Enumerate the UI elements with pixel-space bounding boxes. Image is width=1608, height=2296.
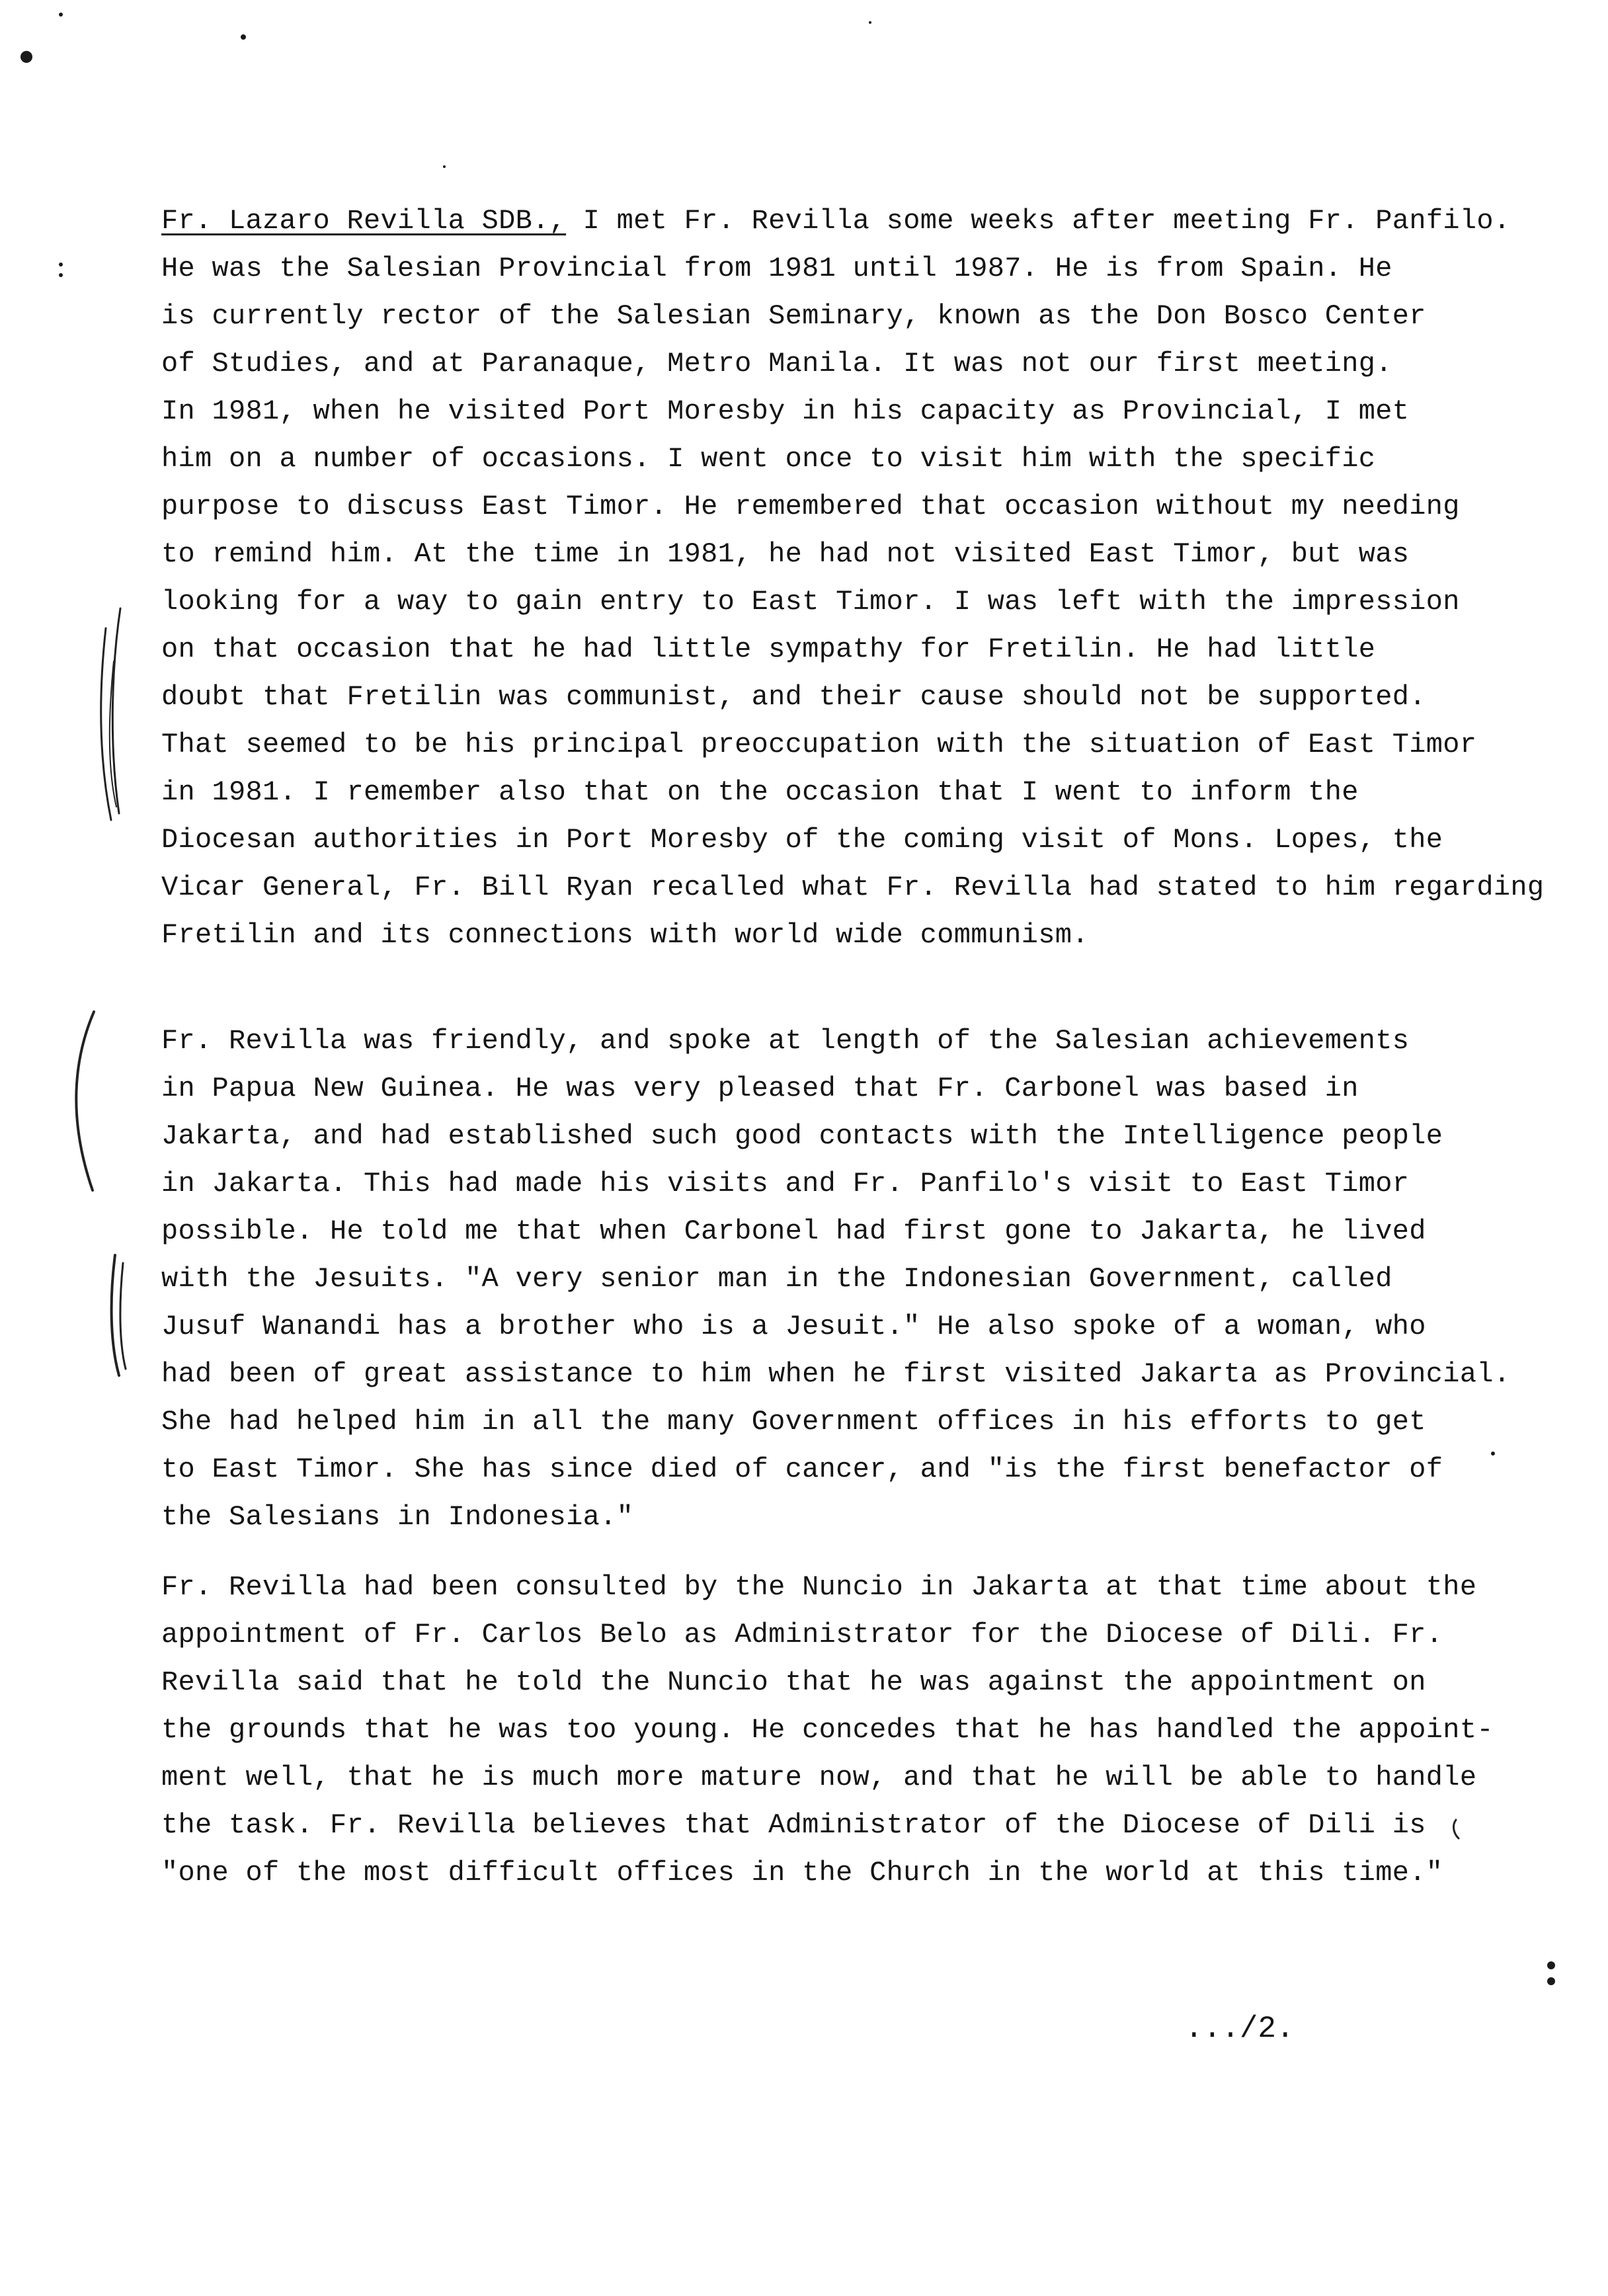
text-line: Jakarta, and had established such good contacts with the Intelligence people [161, 1120, 1443, 1152]
text-line: Diocesan authorities in Port Moresby of the coming visit of Mons. Lopes, the [161, 824, 1443, 856]
margin-mark-bracket [76, 1012, 94, 1190]
text-line: had been of great assistance to him when he first visited Jakarta as Provincial. [161, 1358, 1511, 1390]
paragraph-2 [161, 1017, 1511, 1541]
scan-speck [59, 263, 63, 266]
scan-speck [1547, 1961, 1555, 1969]
text-line: Revilla said that he told the Nuncio that he was against the appointment on [161, 1666, 1426, 1698]
page-continuation-marker: .../2. [1185, 2012, 1295, 2046]
text-line: to remind him. At the time in 1981, he had not visited East Timor, but was [161, 538, 1410, 570]
text-line: of Studies, and at Paranaque, Metro Manila. It was not our first meeting. [161, 348, 1392, 380]
text-line: "one of the most difficult offices in the Church in the world at this time." [161, 1857, 1443, 1889]
text-line: is currently rector of the Salesian Seminary, known as the Don Bosco Center [161, 300, 1426, 332]
text-line: in 1981. I remember also that on the occasion that I went to inform the [161, 776, 1359, 808]
margin-mark-line [101, 628, 111, 820]
scan-speck [1491, 1452, 1495, 1456]
scan-speck [443, 165, 446, 168]
text-line: in Jakarta. This had made his visits and Fr. Panfilo's visit to East Timor [161, 1168, 1410, 1200]
scan-speck [59, 13, 63, 17]
text-line: She had helped him in all the many Government offices in his efforts to get [161, 1406, 1426, 1438]
text-line: He was the Salesian Provincial from 1981 until 1987. He is from Spain. He [161, 253, 1392, 284]
scan-speck [869, 21, 871, 24]
paragraph-3 [161, 1563, 1494, 1897]
text-line: ment well, that he is much more mature now, and that he will be able to handle [161, 1762, 1477, 1793]
scan-speck [241, 34, 246, 40]
text-line: on that occasion that he had little sympathy for Fretilin. He had little [161, 634, 1376, 665]
scan-speck [20, 51, 32, 63]
text-line: appointment of Fr. Carlos Belo as Administrator for the Diocese of Dili. Fr. [161, 1619, 1443, 1651]
section-heading: Fr. Lazaro Revilla SDB., [161, 205, 567, 237]
text-line: looking for a way to gain entry to East Timor. I was left with the impression [161, 586, 1460, 618]
text-line: Fr. Revilla was friendly, and spoke at length of the Salesian achievements [161, 1025, 1410, 1057]
text-line [161, 197, 1511, 245]
text-line: with the Jesuits. "A very senior man in the Indonesian Government, called [161, 1263, 1392, 1295]
text-line: him on a number of occasions. I went once to visit him with the specific [161, 443, 1376, 475]
text-line: the task. Fr. Revilla believes that Administrator of the Diocese of Dili is [161, 1809, 1426, 1841]
margin-mark-line [112, 1255, 119, 1375]
margin-mark-line [120, 1263, 126, 1369]
text-line: In 1981, when he visited Port Moresby in his capacity as Provincial, I met [161, 395, 1410, 427]
text-line: Fr. Revilla had been consulted by the Nuncio in Jakarta at that time about the [161, 1571, 1477, 1603]
text-line: Vicar General, Fr. Bill Ryan recalled what Fr. Revilla had stated to him regarding [161, 872, 1545, 903]
margin-mark-line [112, 608, 120, 813]
text-line: in Papua New Guinea. He was very pleased that Fr. Carbonel was based in [161, 1073, 1359, 1104]
scan-speck [59, 273, 63, 277]
text-line: the Salesians in Indonesia." [161, 1501, 634, 1533]
margin-mark-line [110, 661, 116, 807]
text-line: possible. He told me that when Carbonel had first gone to Jakarta, he lived [161, 1215, 1426, 1247]
text-line: That seemed to be his principal preoccupation with the situation of East Timor [161, 729, 1477, 760]
text-line: Jusuf Wanandi has a brother who is a Jesuit." He also spoke of a woman, who [161, 1311, 1426, 1342]
scan-speck [1547, 1977, 1555, 1985]
paragraph-1 [161, 197, 1545, 959]
text-line-rest: I met Fr. Revilla some weeks after meeting Fr. Panfilo. [566, 205, 1511, 237]
text-line: doubt that Fretilin was communist, and their cause should not be supported. [161, 681, 1426, 713]
text-line: to East Timor. She has since died of cancer, and "is the first benefactor of [161, 1454, 1443, 1485]
text-line: Fretilin and its connections with world wide communism. [161, 919, 1089, 951]
text-line: purpose to discuss East Timor. He remembered that occasion without my needing [161, 491, 1460, 522]
text-line: the grounds that he was too young. He concedes that he has handled the appoint- [161, 1714, 1494, 1746]
